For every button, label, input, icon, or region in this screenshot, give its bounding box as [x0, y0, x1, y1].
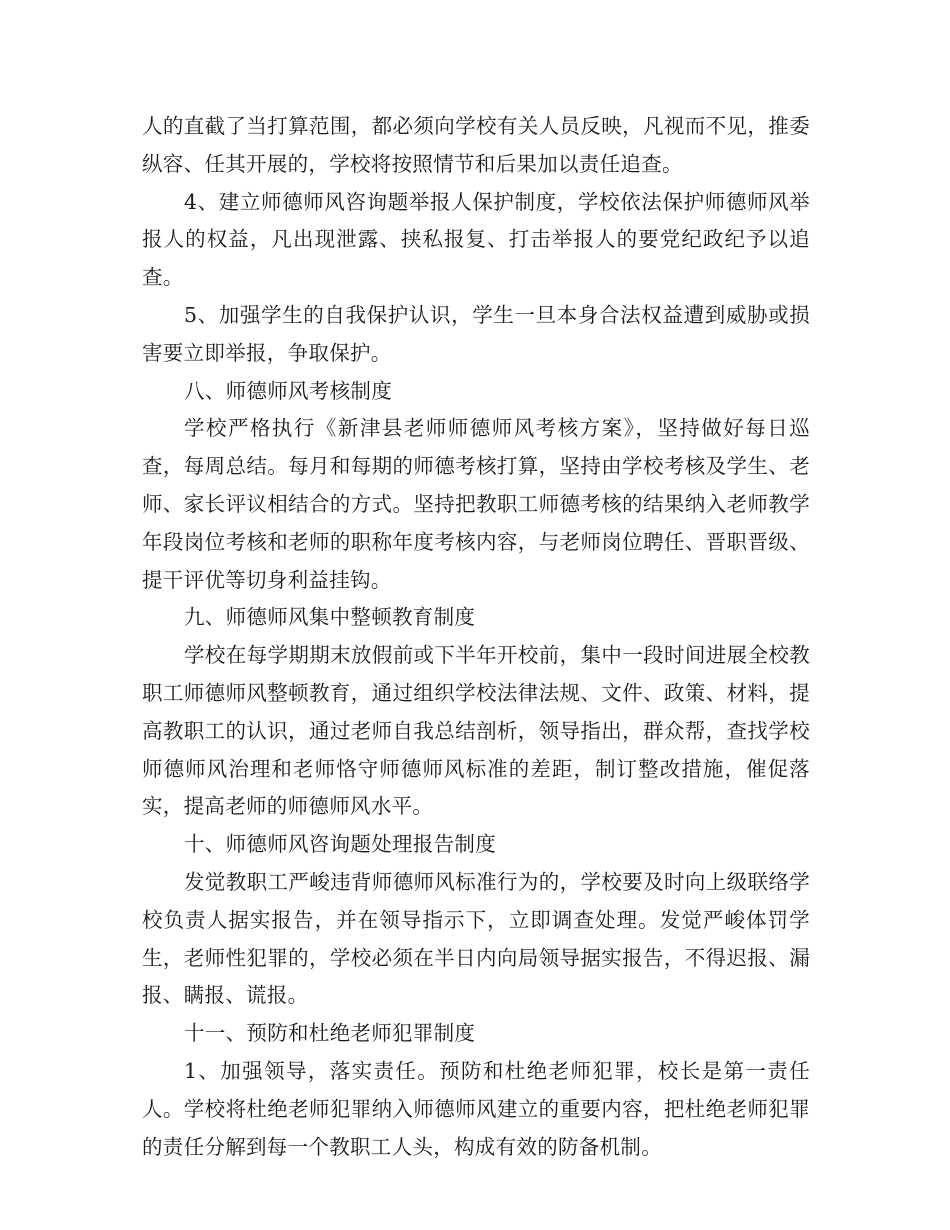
- section-heading-11: 十一、预防和杜绝老师犯罪制度: [184, 1021, 476, 1046]
- paragraph-section-11-item-1: 1、加强领导，落实责任。预防和杜绝老师犯罪，校长是第一责任人。学校将杜绝老师犯罪纳入师德师风建立的重要内容，把杜绝老师犯罪的责任分解到每一个教职工人头，构成有效的防备机制。: [142, 1058, 810, 1159]
- paragraph-continuation: 人的直截了当打算范围，都必须向学校有关人员反映，凡视而不见，推委纵容、任其开展的，学校将按照情节和后果加以责任追查。: [142, 114, 810, 176]
- paragraph-section-8-body: 学校严格执行《新津县老师师德师风考核方案》，坚持做好每日巡查，每周总结。每月和每期的师德考核打算，坚持由学校考核及学生、老师、家长评议相结合的方式。坚持把教职工师德考核的结果纳入老师教学年段岗位考核和老师的职称年度考核内容，与老师岗位聘任、晋职晋级、提干评优等切身利益挂钩。: [142, 416, 810, 592]
- section-heading-9: 九、师德师风集中整顿教育制度: [184, 605, 476, 630]
- paragraph-item-5: 5、加强学生的自我保护认识，学生一旦本身合法权益遭到威胁或损害要立即举报，争取保护。: [142, 302, 810, 365]
- paragraph-section-9-body: 学校在每学期期末放假前或下半年开校前，集中一段时间进展全校教职工师德师风整顿教育，通过组织学校法律法规、文件、政策、材料，提高教职工的认识，通过老师自我总结剖析，领导指出，群众帮，查找学校师德师风治理和老师恪守师德师风标准的差距，制订整改措施，催促落实，提高老师的师德师风水平。: [142, 643, 810, 819]
- paragraph-section-10-body: 发觉教职工严峻违背师德师风标准行为的，学校要及时向上级联络学校负责人据实报告，并在领导指示下，立即调查处理。发觉严峻体罚学生，老师性犯罪的，学校必须在半日内向局领导据实报告，不得迟报、漏报、瞒报、谎报。: [142, 869, 810, 1008]
- section-heading-10: 十、师德师风咨询题处理报告制度: [184, 832, 496, 857]
- paragraph-item-4: 4、建立师德师风咨询题举报人保护制度，学校依法保护师德师风举报人的权益，凡出现泄露、挟私报复、打击举报人的要党纪政纪予以追查。: [142, 189, 810, 290]
- document-page: [142, 108, 810, 1166]
- section-heading-8: 八、师德师风考核制度: [184, 378, 392, 403]
